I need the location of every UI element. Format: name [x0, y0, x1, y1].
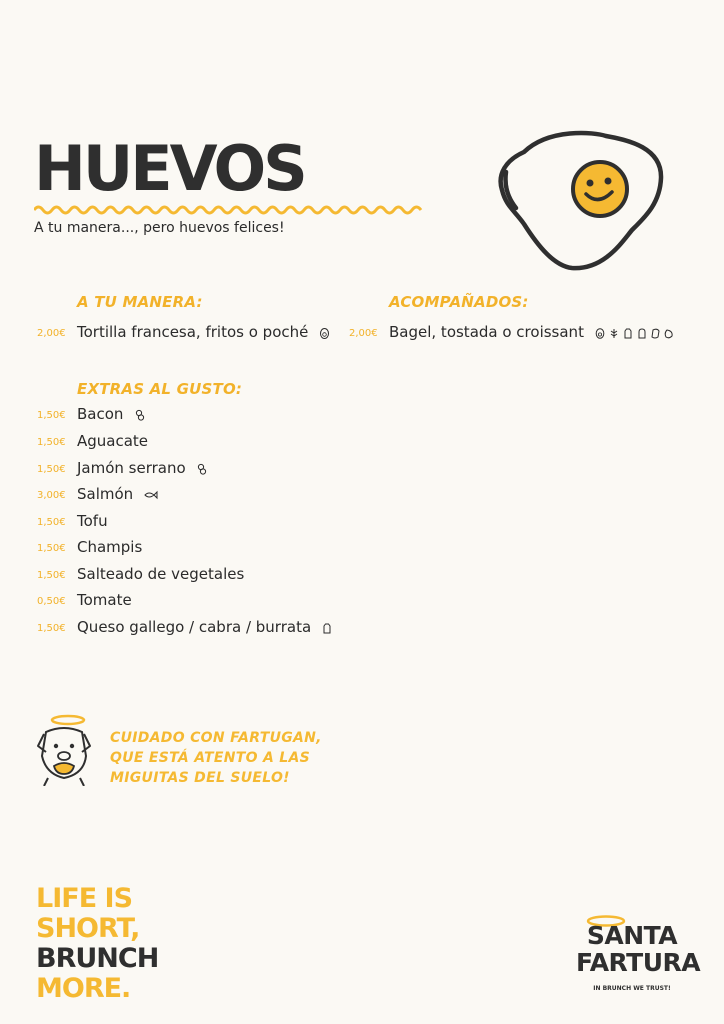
menu-item: [77, 405, 146, 423]
brand-tagline: IN BRUNCH WE TRUST!: [593, 985, 671, 992]
item-name: Champis: [77, 538, 143, 556]
notice-line: MIGUITAS DEL SUELO!: [110, 770, 290, 786]
menu-item: [77, 432, 148, 450]
item-name: Bagel, tostada o croissant: [389, 323, 584, 341]
item-price: 2,00€: [349, 328, 378, 339]
menu-item: [77, 565, 244, 583]
section-title-acompanados: ACOMPAÑADOS:: [389, 293, 529, 311]
item-price: 1,50€: [37, 623, 66, 634]
item-price: 3,00€: [37, 490, 66, 501]
item-name: Aguacate: [77, 432, 149, 450]
section-title-a-tu-manera: A TU MANERA:: [77, 293, 203, 311]
menu-item: [77, 591, 132, 609]
notice-line: CUIDADO CON FARTUGAN,: [110, 730, 322, 746]
item-name: Salteado de vegetales: [77, 565, 245, 583]
milk-icon: [322, 622, 332, 634]
item-price: 1,50€: [37, 570, 66, 581]
dog-mascot-illustration: [34, 712, 94, 786]
notice-line: QUE ESTÁ ATENTO A LAS: [110, 750, 311, 766]
dog-notice: [110, 728, 322, 788]
menu-item: [77, 459, 208, 477]
item-price: 2,00€: [37, 328, 66, 339]
slogan-line: SHORT,: [36, 913, 140, 944]
egg-icon: [596, 328, 604, 338]
slogan-line: BRUNCH: [36, 943, 159, 974]
item-name: Bacon: [77, 405, 124, 423]
brand-logo: [576, 921, 701, 977]
fish-icon: [144, 490, 158, 500]
item-price: 1,50€: [37, 464, 66, 475]
slogan-line: MORE.: [36, 973, 131, 1004]
egg-icon: [319, 327, 330, 339]
item-price: 1,50€: [37, 410, 66, 421]
fried-egg-illustration: [494, 126, 666, 272]
page-title: HUEVOS: [34, 132, 305, 205]
item-name: Queso gallego / cabra / burrata: [77, 618, 312, 636]
sesame-icon: [652, 329, 659, 338]
brand-name-line: FARTURA: [576, 948, 701, 977]
wavy-underline: [34, 204, 428, 216]
pork-icon: [196, 463, 208, 475]
page-subtitle: A tu manera..., pero huevos felices!: [34, 220, 285, 236]
item-price: 1,50€: [37, 543, 66, 554]
item-name: Tomate: [77, 591, 132, 609]
menu-item: [77, 323, 330, 341]
milk-icon: [625, 329, 631, 338]
slogan: [36, 884, 158, 1004]
wheat-icon: [611, 329, 617, 338]
item-name: Salmón: [77, 485, 134, 503]
item-name: Tofu: [77, 512, 108, 530]
item-price: 1,50€: [37, 437, 66, 448]
nut-icon: [665, 330, 672, 338]
menu-item: [389, 323, 675, 341]
menu-item: [77, 538, 142, 556]
slogan-line: LIFE IS: [36, 883, 133, 914]
mustard-icon: [639, 329, 645, 338]
pork-icon: [134, 409, 146, 421]
brand-name-line: SANTA: [586, 921, 678, 950]
section-title-extras: EXTRAS AL GUSTO:: [77, 380, 243, 398]
allergen-icons: [595, 327, 675, 339]
menu-item: [77, 512, 108, 530]
menu-item: [77, 485, 158, 503]
item-price: 0,50€: [37, 596, 66, 607]
item-name: Jamón serrano: [77, 459, 186, 477]
menu-item: [77, 618, 332, 636]
item-name: Tortilla francesa, fritos o poché: [77, 323, 309, 341]
item-price: 1,50€: [37, 517, 66, 528]
